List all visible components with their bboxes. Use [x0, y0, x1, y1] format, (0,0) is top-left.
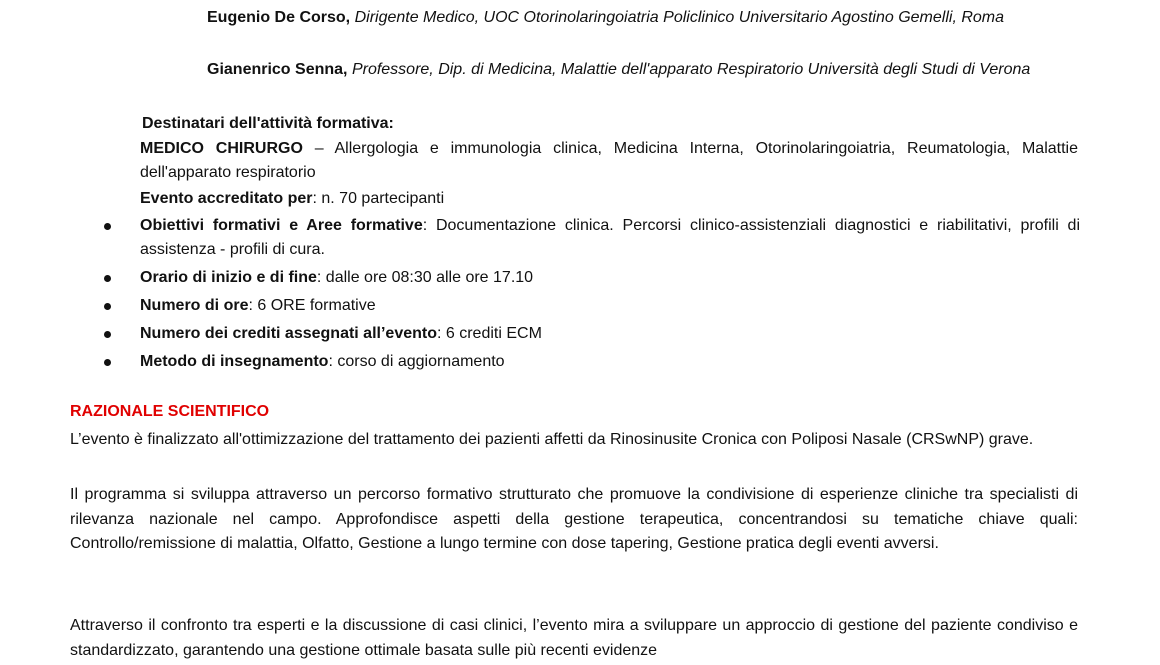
bullet-icon [104, 223, 111, 230]
destinatari-text [140, 137, 1078, 185]
detail-label: Obiettivi formativi e Aree formative [140, 217, 423, 234]
detail-value: : dalle ore 08:30 alle ore 17.10 [316, 269, 534, 286]
list-item [100, 322, 1080, 346]
paragraph: Attraverso il confronto tra esperti e la discussione di casi clinici, l’evento mira a sviluppare un approccio di gestione del paziente condiviso e standardizzato, garantendo una gestione ottimale basata sulle più recenti evidenze [70, 617, 1078, 659]
section-title: RAZIONALE SCIENTIFICO [70, 403, 270, 420]
faculty-name: Gianenrico Senna, [207, 61, 348, 78]
faculty-role: Professore, Dip. di Medicina, Malattie dell'apparato Respiratorio Università degli Studi di Verona [351, 61, 1031, 78]
accredited-line [140, 187, 1078, 211]
list-item [100, 266, 1080, 290]
bullet-icon [104, 303, 111, 310]
detail-label: Numero dei crediti assegnati all’evento [140, 325, 437, 342]
bullet-icon [104, 275, 111, 282]
disciplines-text: – Allergologia e immunologia clinica, Medicina Interna, Otorinolaringoiatria, Reumatologia, Malattie dell'apparato respiratorio [140, 140, 1079, 181]
faculty-name: Eugenio De Corso, [207, 9, 351, 26]
detail-value: : Documentazione clinica. Percorsi clinico-assistenziali diagnostici e riabilitativi, profili di assistenza - profili di cura. [140, 217, 1081, 258]
bullet-icon [104, 331, 111, 338]
faculty-role: Dirigente Medico, UOC Otorinolaringoiatria Policlinico Universitario Agostino Gemelli, Roma [354, 9, 1005, 26]
bullet-icon [104, 359, 111, 366]
detail-label: Orario di inizio e di fine [140, 269, 317, 286]
detail-label: Numero di ore [140, 297, 249, 314]
details-list [100, 214, 1080, 378]
destinatari-heading: Destinatari dell'attività formativa: [142, 115, 394, 132]
detail-value: : corso di aggiornamento [328, 353, 505, 370]
detail-value: : 6 ORE formative [248, 297, 376, 314]
list-item [100, 214, 1080, 262]
faculty-entry [207, 57, 1087, 83]
accredited-label: Evento accreditato per [140, 190, 313, 207]
paragraph: Il programma si sviluppa attraverso un percorso formativo strutturato che promuove la condivisione di esperienze cliniche tra specialisti di rilevanza nazionale nel campo. Approfondisce aspetti della gestione terapeutica, concentrandosi su tematiche chiave quali: Controllo/remissione di malattia, Olfatto, Gestione a lungo termine con dose tapering, Gestione pratica degli eventi avversi. [70, 486, 1078, 552]
detail-label: Metodo di insegnamento [140, 353, 329, 370]
paragraph: L’evento è finalizzato all'ottimizzazione del trattamento dei pazienti affetti da Rinosinusite Cronica con Poliposi Nasale (CRSwNP) grave. [70, 431, 1034, 448]
faculty-entry [207, 5, 1087, 31]
accredited-value: : n. 70 partecipanti [312, 190, 445, 207]
list-item [100, 350, 1080, 374]
detail-value: : 6 crediti ECM [436, 325, 542, 342]
list-item [100, 294, 1080, 318]
profession-label: MEDICO CHIRURGO [140, 140, 303, 157]
